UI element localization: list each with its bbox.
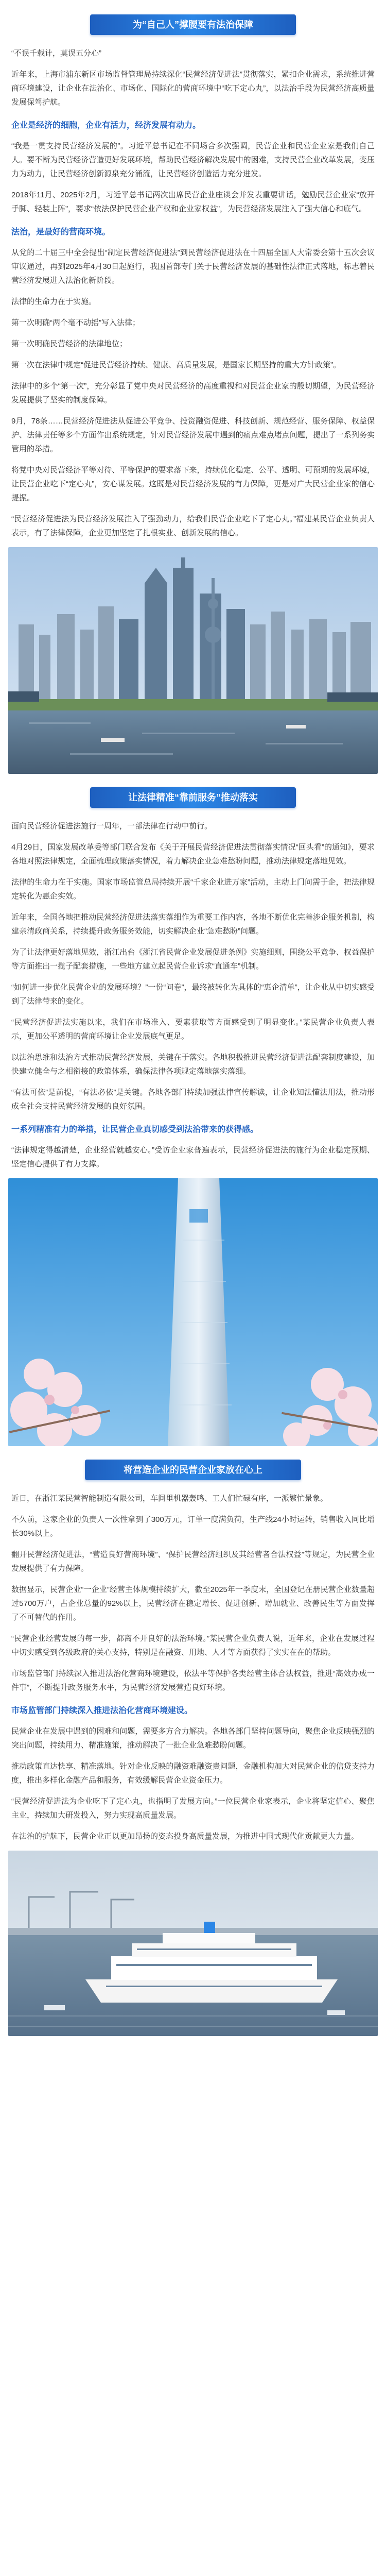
section-title: 为“自己人”撑腰要有法治保障 (133, 20, 253, 30)
paragraph: 2018年11月、2025年2月，习近平总书记两次出席民营企业座谈会并发表重要讲话，勉励民营企业家“放开手脚、轻装上阵”，要求“依法保护民营企业产权和企业家权益”，为民营经济发展注入了强大信心和底气。 (11, 191, 375, 213)
paragraph: 以法治思维和法治方式推动民营经济发展，关键在于落实。各地积极推进民营经济促进法配套制度建设，加快建立健全与之相衔接的政策体系，确保法律各项规定落地落实落细。 (11, 1053, 375, 1076)
paragraph: “民营经济促进法为民营经济发展注入了强劲动力，给我们民营企业吃下了定心丸。”福建某民营企业负责人表示，有了法律保障，企业更加坚定了扎根实业、创新发展的信心。 (11, 515, 375, 537)
paragraph: 法律的生命力在于实施。 (11, 297, 97, 306)
subheading: 一系列精准有力的举措，让民营企业真切感受到法治带来的获得感。 (11, 1125, 259, 1134)
paragraph: 法律的生命力在于实施。国家市场监管总局持续开展“千家企业进万家”活动，主动上门问需于企，把法律规定转化为惠企实效。 (11, 878, 375, 901)
section-title-banner (85, 1460, 301, 1480)
skyscraper-photo (8, 1178, 378, 1446)
section-1 (8, 14, 378, 774)
paragraph: 不久前，这家企业的负责人一次性拿到了300万元，订单一度满负荷，生产线24小时运转，销售收入同比增长30%以上。 (11, 1515, 375, 1538)
city-skyline-photo (8, 547, 378, 774)
paragraph: “民营经济促进法为企业吃下了定心丸，也指明了发展方向。”一位民营企业家表示，企业将坚定信心、聚焦主业，持续加大研发投入，努力实现高质量发展。 (11, 1797, 375, 1820)
subheading: 法治，是最好的营商环境。 (11, 228, 111, 236)
paragraph: 近日，在浙江某民营智能制造有限公司，车间里机器轰鸣、工人们忙碌有序，一派繁忙景象。 (11, 1494, 328, 1503)
paragraph: “有法可依”是前提，“有法必依”是关键。各地各部门持续加强法律宣传解读，让企业知法懂法用法，推动形成全社会支持民营经济发展的良好氛围。 (11, 1088, 375, 1111)
paragraph: “民营经济促进法实施以来，我们在市场准入、要素获取等方面感受到了明显变化。”某民营企业负责人表示，更加公平透明的营商环境让企业发展底气更足。 (11, 1018, 375, 1041)
paragraph: 数据显示，民营企业“一企业”经营主体规模持续扩大，截至2025年一季度末，全国登记在册民营企业数量超过5700万户，占企业总量的92%以上，民营经济在稳定增长、促进创新、增加就业、改善民生等方面发挥了不可替代的作用。 (11, 1585, 375, 1622)
section-title-banner (90, 787, 296, 808)
paragraph: 9月，78条……民营经济促进法从促进公平竞争、投资融资促进、科技创新、规范经营、服务保障、权益保护、法律责任等多个方面作出系统规定，针对民营经济发展中遇到的痛点难点堵点问题，提出了一系列务实管用的举措。 (11, 417, 375, 453)
port-cruise-ship-photo (8, 1851, 378, 2036)
paragraph: 面向民营经济促进法施行一周年，一部法律在行动中前行。 (11, 822, 213, 831)
paragraph: 民营企业在发展中遇到的困难和问题，需要多方合力解决。各地各部门坚持问题导向，聚焦企业反映强烈的突出问题，持续用力、精准施策，推动解决了一批企业急难愁盼问题。 (11, 1727, 375, 1750)
paragraph: “法律规定得越清楚，企业经营就越安心。”受访企业家普遍表示，民营经济促进法的施行为企业稳定预期、坚定信心提供了有力支撑。 (11, 1146, 375, 1168)
paragraph: 法律中的多个“第一次”，充分彰显了党中央对民营经济的高度重视和对民营企业家的殷切期望，为民营经济发展提供了坚实的制度保障。 (11, 382, 375, 404)
paragraph: “民营企业经营发展的每一步，都离不开良好的法治环境。”某民营企业负责人说，近年来，企业在发展过程中切实感受到各级政府的关心支持，特别是在融资、用地、人才等方面获得了实实在在的帮助。 (11, 1634, 375, 1657)
paragraph: 近年来，上海市浦东新区市场监督管理局持续深化“民营经济促进法”贯彻落实，紧扣企业需求，系统推进营商环境建设，让企业在法治化、市场化、国际化的营商环境中“吃下定心丸”，以法治手段为民营经济高质量发展保驾护航。 (11, 70, 375, 107)
paragraph: 推动政策直达快享、精准落地。针对企业反映的融资难融资贵问题，金融机构加大对民营企业的信贷支持力度，推出多样化金融产品和服务，有效缓解民营企业资金压力。 (11, 1762, 375, 1785)
paragraph: 从党的二十届三中全会提出“制定民营经济促进法”到民营经济促进法在十四届全国人大常委会第十五次会议审议通过，再到2025年4月30日起施行，我国首部专门关于民营经济发展的基础性法律正式落地，标志着民营经济发展进入法治化新阶段。 (11, 248, 375, 285)
subheading: 市场监管部门持续深入推进法治化营商环境建设。 (11, 1706, 193, 1715)
paragraph: “如何进一步优化民营企业的发展环境？”一份“问卷”，最终被转化为具体的“惠企清单”，让企业从中切实感受到了法律带来的变化。 (11, 983, 375, 1006)
paragraph: 第一次明确“两个毫不动摇”写入法律； (11, 318, 140, 327)
paragraph: 为了让法律更好落地见效，浙江出台《浙江省民营企业发展促进条例》实施细则，围绕公平竞争、权益保护等方面推出一揽子配套措施，一些地方建立起民营企业诉求“直通车”机制。 (11, 948, 375, 971)
section-2 (8, 787, 378, 1446)
paragraph: 翻开民营经济促进法，“营造良好营商环境”、“保护民营经济组织及其经营者合法权益”等规定，为民营企业发展提供了有力保障。 (11, 1550, 375, 1573)
section-title: 将营造企业的民营企业家放在心上 (124, 1465, 262, 1475)
paragraph: 在法治的护航下，民营企业正以更加昂扬的姿态投身高质量发展，为推进中国式现代化贡献更大力量。 (11, 1832, 359, 1841)
paragraph: 第一次明确民营经济的法律地位； (11, 340, 128, 348)
section-3 (8, 1460, 378, 2036)
paragraph: “不误千载计，莫误五分心” (11, 49, 101, 58)
paragraph: “我是一贯支持民营经济发展的”。习近平总书记在不同场合多次强调，民营企业和民营企业家是我们自己人。要不断为民营经济营造更好发展环境，帮助民营经济解决发展中的困难，支持民营企业改革发展，变压力为动力，让民营经济创新源泉充分涌流，让民营经济创造活力充分迸发。 (11, 142, 375, 178)
paragraph: 市场监管部门持续深入推进法治化营商环境建设，依法平等保护各类经营主体合法权益，推进“高效办成一件事”，不断提升政务服务水平，为民营经济发展营造良好环境。 (11, 1669, 375, 1692)
subheading: 企业是经济的细胞，企业有活力，经济发展有动力。 (11, 121, 201, 130)
paragraph: 将党中央对民营经济平等对待、平等保护的要求落下来，持续优化稳定、公平、透明、可预期的发展环境，让民营企业吃下“定心丸”，安心谋发展。这既是对民营经济发展的有力保障，更是对广大民营企业家的信心提振。 (11, 466, 375, 502)
paragraph: 4月29日，国家发展改革委等部门联合发布《关于开展民营经济促进法贯彻落实情况“回头看”的通知》，要求各地对照法律规定，全面梳理政策落实情况，着力解决企业急难愁盼问题，推动法律规定落地见效。 (11, 843, 375, 866)
paragraph: 第一次在法律中规定“促进民营经济持续、健康、高质量发展，是国家长期坚持的重大方针政策”。 (11, 361, 341, 369)
paragraph: 近年来，全国各地把推动民营经济促进法落实落细作为重要工作内容，各地不断优化完善涉企服务机制，构建亲清政商关系，持续提升政务服务效能，切实解决企业“急难愁盼”问题。 (11, 913, 375, 936)
section-title: 让法律精准“靠前服务”推动落实 (128, 792, 258, 803)
section-title-banner (90, 14, 296, 35)
